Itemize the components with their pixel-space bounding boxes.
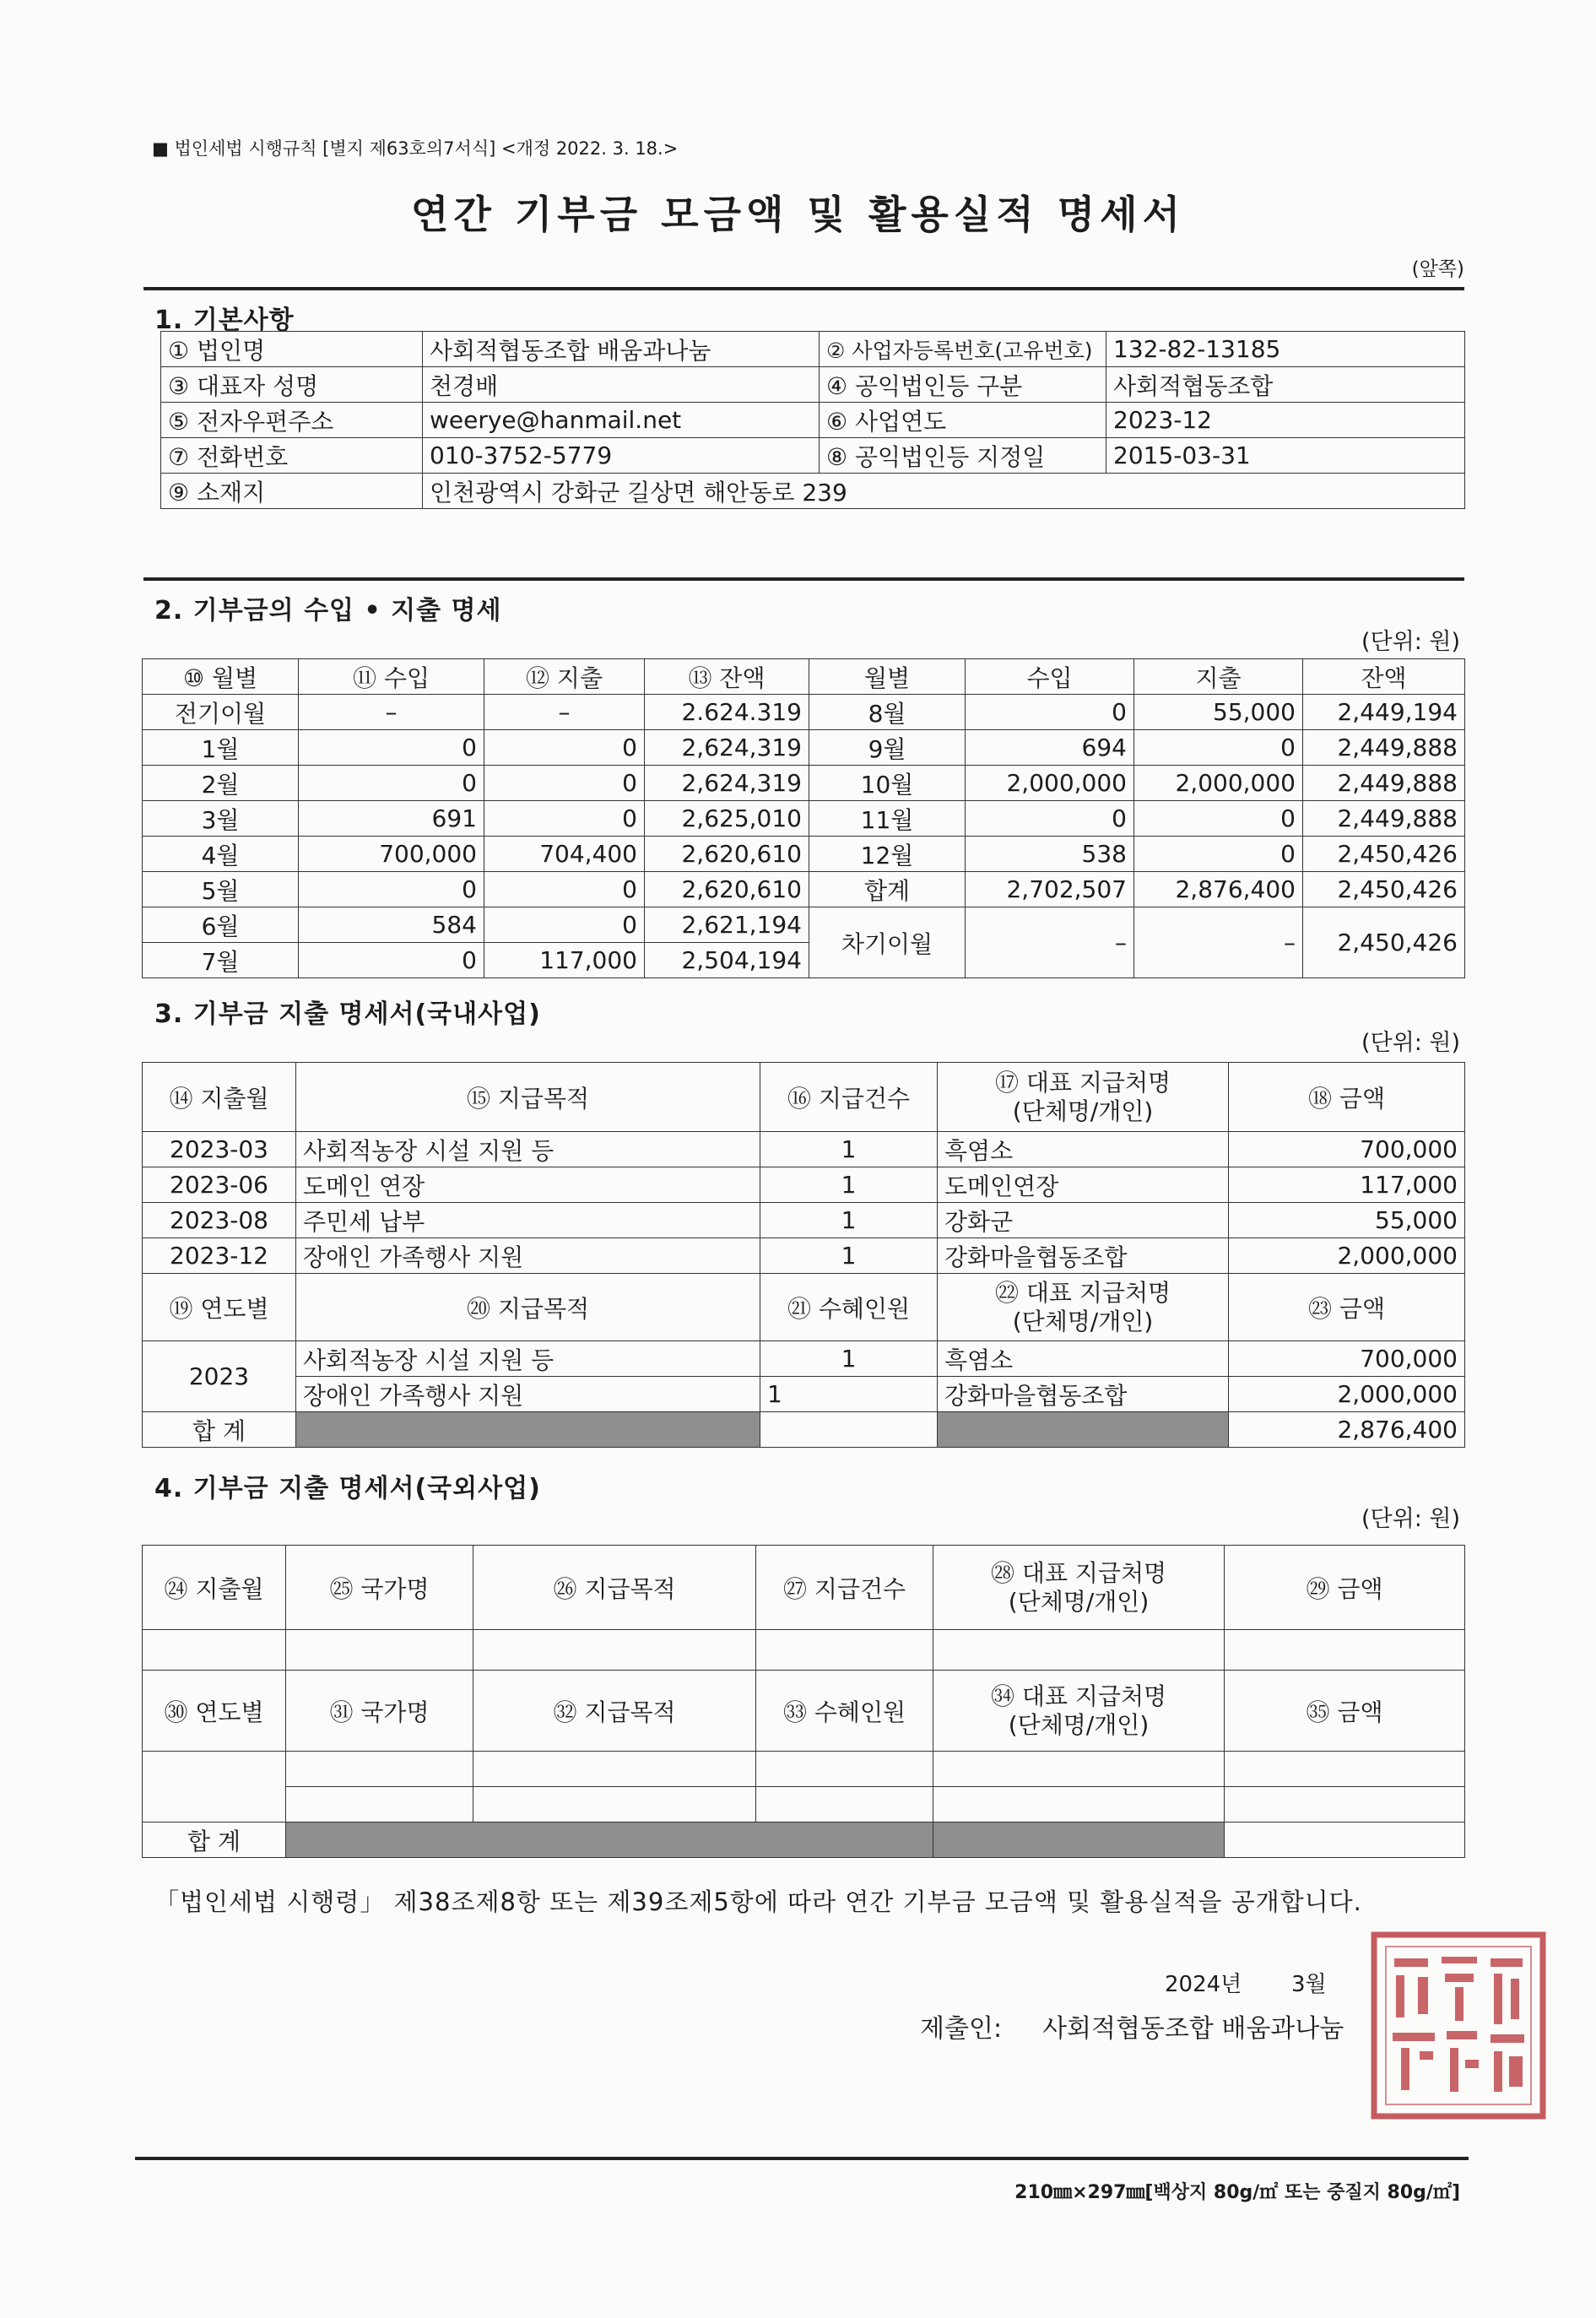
unit-label: (단위: 원) bbox=[1361, 629, 1460, 655]
empty-cell bbox=[143, 1752, 286, 1822]
year-cell: 2023 bbox=[143, 1341, 296, 1412]
type-value: 사회적협동조합 bbox=[1106, 367, 1465, 403]
header-line: (단체명/개인) bbox=[1012, 1097, 1154, 1125]
cell: 전기이월 bbox=[143, 695, 299, 730]
cell: 1 bbox=[760, 1341, 938, 1377]
cell: 0 bbox=[966, 695, 1134, 730]
cell: 2,000,000 bbox=[1229, 1377, 1465, 1412]
header-line: ㉞ 대표 지급처명 bbox=[990, 1682, 1167, 1710]
front-side-label: (앞쪽) bbox=[1411, 258, 1464, 280]
total-label: 합 계 bbox=[143, 1822, 286, 1858]
cell: 55,000 bbox=[1134, 695, 1303, 730]
col-year: ㉚ 연도별 bbox=[143, 1671, 286, 1752]
rep-value: 천경배 bbox=[423, 367, 820, 403]
address-label: ⑨ 소재지 bbox=[161, 474, 423, 509]
section-title-basic: 1. 기본사항 bbox=[154, 306, 295, 335]
cell: 2023-06 bbox=[143, 1167, 296, 1203]
col-month: ⑩ 월별 bbox=[143, 659, 299, 695]
empty-cell bbox=[286, 1752, 473, 1787]
cell: 12월 bbox=[809, 837, 966, 872]
cell: 2,000,000 bbox=[966, 766, 1134, 801]
cell: 691 bbox=[299, 801, 484, 837]
header-line: ㉘ 대표 지급처명 bbox=[990, 1558, 1167, 1587]
section-title-domestic: 3. 기부금 지출 명세서(국내사업) bbox=[154, 999, 541, 1029]
cell: 2월 bbox=[143, 766, 299, 801]
col-count: ⑯ 지급건수 bbox=[760, 1063, 938, 1132]
type-label: ④ 공익법인등 구분 bbox=[820, 367, 1106, 403]
cell: 1 bbox=[760, 1132, 938, 1167]
cell: 700,000 bbox=[1229, 1341, 1465, 1377]
cell: 1 bbox=[760, 1377, 938, 1412]
cell: 0 bbox=[299, 872, 484, 907]
cell: 700,000 bbox=[1229, 1132, 1465, 1167]
unit-label: (단위: 원) bbox=[1361, 1506, 1460, 1532]
col-representative bbox=[933, 1546, 1225, 1630]
cell: 7월 bbox=[143, 943, 299, 978]
cell: 주민세 납부 bbox=[296, 1203, 760, 1238]
col-people: ㉝ 수혜인원 bbox=[756, 1671, 933, 1752]
rep-label: ③ 대표자 성명 bbox=[161, 367, 423, 403]
cell: 1 bbox=[760, 1203, 938, 1238]
table-row bbox=[143, 730, 1465, 766]
cell: 도메인 연장 bbox=[296, 1167, 760, 1203]
official-seal-stamp bbox=[1367, 1925, 1553, 2127]
table-row bbox=[143, 872, 1465, 907]
cell: 2,449,888 bbox=[1303, 730, 1465, 766]
cell: 2023-03 bbox=[143, 1132, 296, 1167]
header-line: (단체명/개인) bbox=[1012, 1307, 1154, 1335]
col-income-right: 수입 bbox=[966, 659, 1134, 695]
empty-cell bbox=[473, 1787, 756, 1822]
cell: – bbox=[299, 695, 484, 730]
total-balance: 2,450,426 bbox=[1303, 872, 1465, 907]
form-note: ■ 법인세법 시행규칙 [별지 제63호의7서식] <개정 2022. 3. 18.> bbox=[152, 138, 679, 159]
cell: 0 bbox=[1134, 801, 1303, 837]
empty-cell bbox=[473, 1630, 756, 1671]
col-expense: ⑫ 지출 bbox=[484, 659, 645, 695]
cell: 0 bbox=[966, 801, 1134, 837]
cell: 8월 bbox=[809, 695, 966, 730]
table-row bbox=[143, 1167, 1465, 1203]
col-income: ⑪ 수입 bbox=[299, 659, 484, 695]
col-balance: ⑬ 잔액 bbox=[645, 659, 809, 695]
submit-year: 2024년 bbox=[1165, 1972, 1242, 1997]
cell: 55,000 bbox=[1229, 1203, 1465, 1238]
designated-value: 2015-03-31 bbox=[1106, 438, 1465, 474]
cell: 1 bbox=[760, 1167, 938, 1203]
biz-no-label: ② 사업자등록번호(고유번호) bbox=[820, 332, 1106, 367]
cell: 2023-08 bbox=[143, 1203, 296, 1238]
col-expense-right: 지출 bbox=[1134, 659, 1303, 695]
cell: 0 bbox=[484, 730, 645, 766]
submit-month: 3월 bbox=[1291, 1972, 1327, 1997]
cell: 2,449,194 bbox=[1303, 695, 1465, 730]
carry-balance: 2,450,426 bbox=[1303, 907, 1465, 978]
divider bbox=[143, 577, 1464, 581]
empty-cell bbox=[1225, 1752, 1465, 1787]
total-row bbox=[143, 1412, 1465, 1448]
col-country: ㉕ 국가명 bbox=[286, 1546, 473, 1630]
empty-cell bbox=[286, 1630, 473, 1671]
total-income: 2,702,507 bbox=[966, 872, 1134, 907]
cell: 584 bbox=[299, 907, 484, 943]
col-people: ㉑ 수혜인원 bbox=[760, 1274, 938, 1341]
cell: 0 bbox=[484, 766, 645, 801]
table-row bbox=[143, 801, 1465, 837]
total-expense: 2,876,400 bbox=[1134, 872, 1303, 907]
table-row bbox=[143, 1630, 1465, 1671]
cell: 2,621,194 bbox=[645, 907, 809, 943]
cell: 10월 bbox=[809, 766, 966, 801]
cell: 0 bbox=[484, 801, 645, 837]
table-row bbox=[143, 1203, 1465, 1238]
table-row bbox=[143, 1752, 1465, 1787]
table-row bbox=[143, 766, 1465, 801]
cell: 2,000,000 bbox=[1134, 766, 1303, 801]
cell: 2,625,010 bbox=[645, 801, 809, 837]
cell: 장애인 가족행사 지원 bbox=[296, 1377, 760, 1412]
page-title: 연간 기부금 모금액 및 활용실적 명세서 bbox=[410, 192, 1186, 237]
phone-value: 010-3752-5779 bbox=[423, 438, 820, 474]
empty-cell bbox=[933, 1630, 1225, 1671]
cell: 강화마을협동조합 bbox=[938, 1238, 1229, 1274]
cell: 0 bbox=[299, 943, 484, 978]
empty-cell bbox=[756, 1787, 933, 1822]
cell: 704,400 bbox=[484, 837, 645, 872]
table-row bbox=[143, 695, 1465, 730]
domestic-table bbox=[142, 1062, 1465, 1448]
cell: 2,620,610 bbox=[645, 837, 809, 872]
shaded-cell bbox=[938, 1412, 1229, 1448]
paper-spec: 210㎜×297㎜[백상지 80g/㎡ 또는 중질지 80g/㎡] bbox=[1014, 2182, 1460, 2203]
legal-statement: 「법인세법 시행령」 제38조제8항 또는 제39조제5항에 따라 연간 기부금 모금액 및 활용실적을 공개합니다. bbox=[154, 1887, 1362, 1916]
phone-label: ⑦ 전화번호 bbox=[161, 438, 423, 474]
cell: 2023-12 bbox=[143, 1238, 296, 1274]
cell: 2,450,426 bbox=[1303, 837, 1465, 872]
header-line: (단체명/개인) bbox=[1008, 1587, 1150, 1616]
col-balance-right: 잔액 bbox=[1303, 659, 1465, 695]
col-purpose: ⑮ 지급목적 bbox=[296, 1063, 760, 1132]
col-country-2: ㉛ 국가명 bbox=[286, 1671, 473, 1752]
name-value: 사회적협동조합 배움과나눔 bbox=[423, 332, 820, 367]
cell: 4월 bbox=[143, 837, 299, 872]
cell: 0 bbox=[299, 730, 484, 766]
basic-info-table bbox=[160, 331, 1465, 509]
cell: 3월 bbox=[143, 801, 299, 837]
cell: 장애인 가족행사 지원 bbox=[296, 1238, 760, 1274]
cell: 2,624,319 bbox=[645, 766, 809, 801]
table-row bbox=[143, 1132, 1465, 1167]
empty-cell bbox=[1225, 1787, 1465, 1822]
unit-label: (단위: 원) bbox=[1361, 1030, 1460, 1056]
col-month-right: 월별 bbox=[809, 659, 966, 695]
cell: 1월 bbox=[143, 730, 299, 766]
cell: 117,000 bbox=[484, 943, 645, 978]
year-label: ⑥ 사업연도 bbox=[820, 403, 1106, 438]
empty-cell bbox=[1225, 1630, 1465, 1671]
cell: 11월 bbox=[809, 801, 966, 837]
cell: 0 bbox=[1134, 837, 1303, 872]
shaded-cell bbox=[296, 1412, 760, 1448]
overseas-table bbox=[142, 1545, 1465, 1858]
table-row bbox=[143, 1787, 1465, 1822]
empty-cell bbox=[760, 1412, 938, 1448]
cell: 강화군 bbox=[938, 1203, 1229, 1238]
cell: 9월 bbox=[809, 730, 966, 766]
biz-no-value: 132-82-13185 bbox=[1106, 332, 1465, 367]
table-row bbox=[143, 907, 1465, 943]
cell: 0 bbox=[484, 872, 645, 907]
cell: 사회적농장 시설 지원 등 bbox=[296, 1341, 760, 1377]
cell: 700,000 bbox=[299, 837, 484, 872]
year-value: 2023-12 bbox=[1106, 403, 1465, 438]
shaded-cell bbox=[286, 1822, 933, 1858]
address-value: 인천광역시 강화군 길상면 해안동로 239 bbox=[423, 474, 1465, 509]
cell: 2,504,194 bbox=[645, 943, 809, 978]
cell: 2,449,888 bbox=[1303, 801, 1465, 837]
cell: 117,000 bbox=[1229, 1167, 1465, 1203]
empty-cell bbox=[756, 1630, 933, 1671]
empty-cell bbox=[756, 1752, 933, 1787]
cell: 도메인연장 bbox=[938, 1167, 1229, 1203]
cell: – bbox=[484, 695, 645, 730]
cell: 사회적농장 시설 지원 등 bbox=[296, 1132, 760, 1167]
table-row bbox=[143, 1341, 1465, 1377]
divider bbox=[135, 2157, 1469, 2160]
shaded-cell bbox=[933, 1822, 1225, 1858]
col-amount-2: ㉟ 금액 bbox=[1225, 1671, 1465, 1752]
total-label: 합 계 bbox=[143, 1412, 296, 1448]
col-expense-month: ⑭ 지출월 bbox=[143, 1063, 296, 1132]
cell: 1 bbox=[760, 1238, 938, 1274]
empty-cell bbox=[1225, 1822, 1465, 1858]
income-expense-table bbox=[142, 658, 1465, 978]
cell: 2,624,319 bbox=[645, 730, 809, 766]
cell: 2,620,610 bbox=[645, 872, 809, 907]
empty-cell bbox=[933, 1787, 1225, 1822]
email-label: ⑤ 전자우편주소 bbox=[161, 403, 423, 438]
cell: 694 bbox=[966, 730, 1134, 766]
col-amount: ㉙ 금액 bbox=[1225, 1546, 1465, 1630]
cell: 흑염소 bbox=[938, 1341, 1229, 1377]
table-row bbox=[143, 1377, 1465, 1412]
col-year: ⑲ 연도별 bbox=[143, 1274, 296, 1341]
cell: 0 bbox=[299, 766, 484, 801]
empty-cell bbox=[473, 1752, 756, 1787]
cell: 0 bbox=[1134, 730, 1303, 766]
cell: 2,449,888 bbox=[1303, 766, 1465, 801]
col-purpose-2: ⑳ 지급목적 bbox=[296, 1274, 760, 1341]
section-title-income: 2. 기부금의 수입 • 지출 명세 bbox=[154, 596, 502, 626]
col-purpose-2: ㉜ 지급목적 bbox=[473, 1671, 756, 1752]
col-count: ㉗ 지급건수 bbox=[756, 1546, 933, 1630]
header-line: ⑰ 대표 지급처명 bbox=[994, 1068, 1171, 1097]
cell: 0 bbox=[484, 907, 645, 943]
email-value: weerye@hanmail.net bbox=[423, 403, 820, 438]
submitter-name: 사회적협동조합 배움과나눔 bbox=[1042, 2014, 1344, 2044]
empty-cell bbox=[286, 1787, 473, 1822]
divider bbox=[143, 287, 1464, 290]
total-row bbox=[143, 1822, 1465, 1858]
col-expense-month: ㉔ 지출월 bbox=[143, 1546, 286, 1630]
cell: 2,000,000 bbox=[1229, 1238, 1465, 1274]
designated-label: ⑧ 공익법인등 지정일 bbox=[820, 438, 1106, 474]
table-row bbox=[143, 1238, 1465, 1274]
total-amount: 2,876,400 bbox=[1229, 1412, 1465, 1448]
col-purpose: ㉖ 지급목적 bbox=[473, 1546, 756, 1630]
cell: 6월 bbox=[143, 907, 299, 943]
col-representative-2 bbox=[938, 1274, 1229, 1341]
cell: 5월 bbox=[143, 872, 299, 907]
cell: 538 bbox=[966, 837, 1134, 872]
carry-expense: – bbox=[1134, 907, 1303, 978]
empty-cell bbox=[933, 1752, 1225, 1787]
carry-label: 차기이월 bbox=[809, 907, 966, 978]
col-representative-2 bbox=[933, 1671, 1225, 1752]
empty-cell bbox=[143, 1630, 286, 1671]
table-row bbox=[143, 837, 1465, 872]
cell: 흑염소 bbox=[938, 1132, 1229, 1167]
header-line: (단체명/개인) bbox=[1008, 1710, 1150, 1739]
cell: 강화마을협동조합 bbox=[938, 1377, 1229, 1412]
col-amount-2: ㉓ 금액 bbox=[1229, 1274, 1465, 1341]
cell: 2.624.319 bbox=[645, 695, 809, 730]
col-amount: ⑱ 금액 bbox=[1229, 1063, 1465, 1132]
col-representative bbox=[938, 1063, 1229, 1132]
name-label: ① 법인명 bbox=[161, 332, 423, 367]
total-label: 합계 bbox=[809, 872, 966, 907]
carry-income: – bbox=[966, 907, 1134, 978]
header-line: ㉒ 대표 지급처명 bbox=[994, 1278, 1171, 1307]
section-title-overseas: 4. 기부금 지출 명세서(국외사업) bbox=[154, 1474, 541, 1503]
submitter-label: 제출인: bbox=[920, 2014, 1003, 2044]
